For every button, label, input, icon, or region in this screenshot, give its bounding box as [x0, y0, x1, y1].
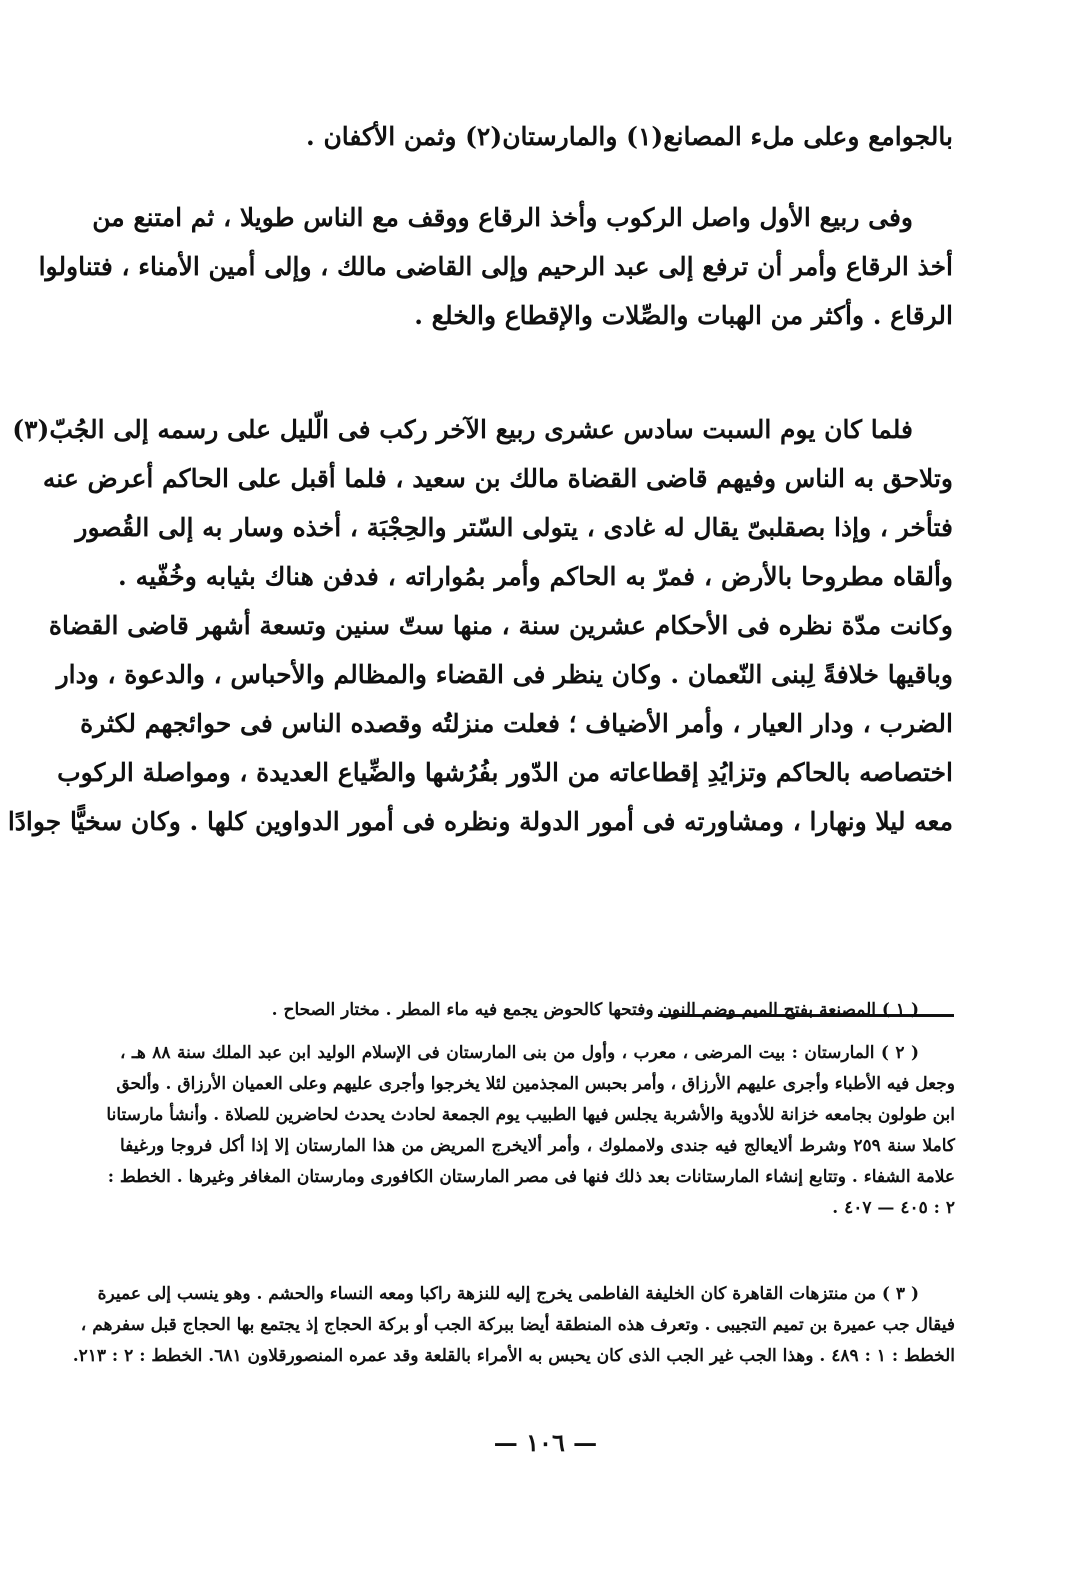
- text-line: فلما كان يوم السبت سادس عشرى ربيع الآخر ركب فى الّليل على رسمه إلى الجُبّ(٣): [12, 415, 913, 444]
- text-line: وتلاحق به الناس وفيهم قاضى القضاة مالك بن سعيد ، فلما أقبل على الحاكم أعرض عنه: [42, 464, 953, 493]
- footnote-line: ٢ : ٤٠٥ — ٤٠٧ .: [832, 1198, 955, 1218]
- text-line: وفى ربيع الأول واصل الركوب وأخذ الرقاع ووقف مع الناس طويلا ، ثم امتنع من: [92, 203, 913, 232]
- footnote-line: علامة الشفاء . وتتابع إنشاء المارستانات بعد ذلك فنها فى مصر المارستان الكافورى ومارستان المغافر وغيرها . الخطط :: [107, 1167, 955, 1187]
- footnote-2: [106, 1038, 955, 1224]
- footnote-line: ابن طولون بجامعه خزانة للأدوية والأشربة يجلس فيها الطبيب يوم الجمعة لحادث يحدث لحاضرين للصلاة . وأنشأ مارستانا: [106, 1105, 955, 1125]
- text-line: وألقاه مطروحا بالأرض ، فمرّ به الحاكم وأمر بمُواراته ، فدفن هناك بثيابه وخُفّيه .: [118, 562, 953, 591]
- text-line: الرقاع . وأكثر من الهبات والصِّلات والإقطاع والخلع .: [414, 301, 953, 330]
- footnote-line: كاملا سنة ٢٥٩ وشرط ألايعالج فيه جندى ولامملوك ، وأمر ألايخرج المريض من هذا المارستان إلا إذا أكل فروجا ورغيفا: [120, 1136, 955, 1156]
- footnote-3: [72, 1279, 955, 1372]
- footnote-line: فيقال جب عميرة بن تميم التجيبى . وتعرف هذه المنطقة أيضا ببركة الجب أو بركة الحجاج إذ يجتمع بها الحجاج قبل سفرهم ،: [80, 1315, 955, 1335]
- paragraph-continuation: [118, 112, 953, 161]
- text-line: معه ليلا ونهارا ، ومشاورته فى أمور الدولة ونظره فى أمور الدواوين كلها . وكان سخيًّا جوادًا: [7, 807, 953, 836]
- text-line: بالجوامع وعلى ملء المصانع(١) والمارستان(٢) وثمن الأكفان .: [306, 122, 953, 151]
- footnote-line: ( ١ ) المصنعة بفتح الميم وضم النون وفتحها كالحوض يجمع فيه ماء المطر . مختار الصحاح .: [271, 1000, 919, 1020]
- footnote-line: ( ٢ ) المارستان : بيت المرضى ، معرب ، وأول من بنى المارستان فى الإسلام الوليد ابن عبد الملك سنة ٨٨ هـ ،: [120, 1043, 919, 1063]
- footnote-line: وجعل فيه الأطباء وأجرى عليهم الأرزاق ، وأمر بحبس المجذمين لئلا يخرجوا وأجرى عليهم وعلى العميان الأرزاق . وألحق: [116, 1074, 955, 1094]
- text-line: أخذ الرقاع وأمر أن ترفع إلى عبد الرحيم وإلى القاضى مالك ، وإلى أمين الأمناء ، فتناولوا: [38, 252, 953, 281]
- text-line: الضرب ، ودار العيار ، وأمر الأضياف ؛ فعلت منزلتُه وقصده الناس فى حوائجهم لكثرة: [80, 709, 953, 738]
- paragraph-1: [38, 193, 953, 340]
- footnote-line: الخطط : ١ : ٤٨٩ . وهذا الجب غير الجب الذى كان يحبس به الأمراء بالقلعة وقد عمره المنصورقلاون ٦٨١. الخطط : ٢ : ٢١٣.: [72, 1346, 955, 1366]
- footnote-1: [120, 995, 955, 1026]
- text-line: فتأخر ، وإذا بصقلبىّ يقال له غادى ، يتولى السّتر والحِجْبَة ، أخذه وسار به إلى القُصور: [75, 513, 953, 542]
- text-line: اختصاصه بالحاكم وتزايُدِ إقطاعاته من الدّور بفُرُشها والضِّياع العديدة ، ومواصلة الركوب: [57, 758, 953, 787]
- footnote-line: ( ٣ ) من منتزهات القاهرة كان الخليفة الفاطمى يخرج إليه للنزهة راكبا ومعه النساء والحشم . وهو ينسب إلى عميرة: [97, 1284, 919, 1304]
- text-line: وباقيها خلافةً لِبنى النّعمان . وكان ينظر فى القضاء والمظالم والأحباس ، والدعوة ، ودار: [56, 660, 953, 689]
- paragraph-2: [7, 405, 953, 846]
- text-line: وكانت مدّة نظره فى الأحكام عشرين سنة ، منها ستّ سنين وتسعة أشهر قاضى القضاة: [48, 611, 953, 640]
- page-number: — ١٠٦ —: [493, 1428, 598, 1457]
